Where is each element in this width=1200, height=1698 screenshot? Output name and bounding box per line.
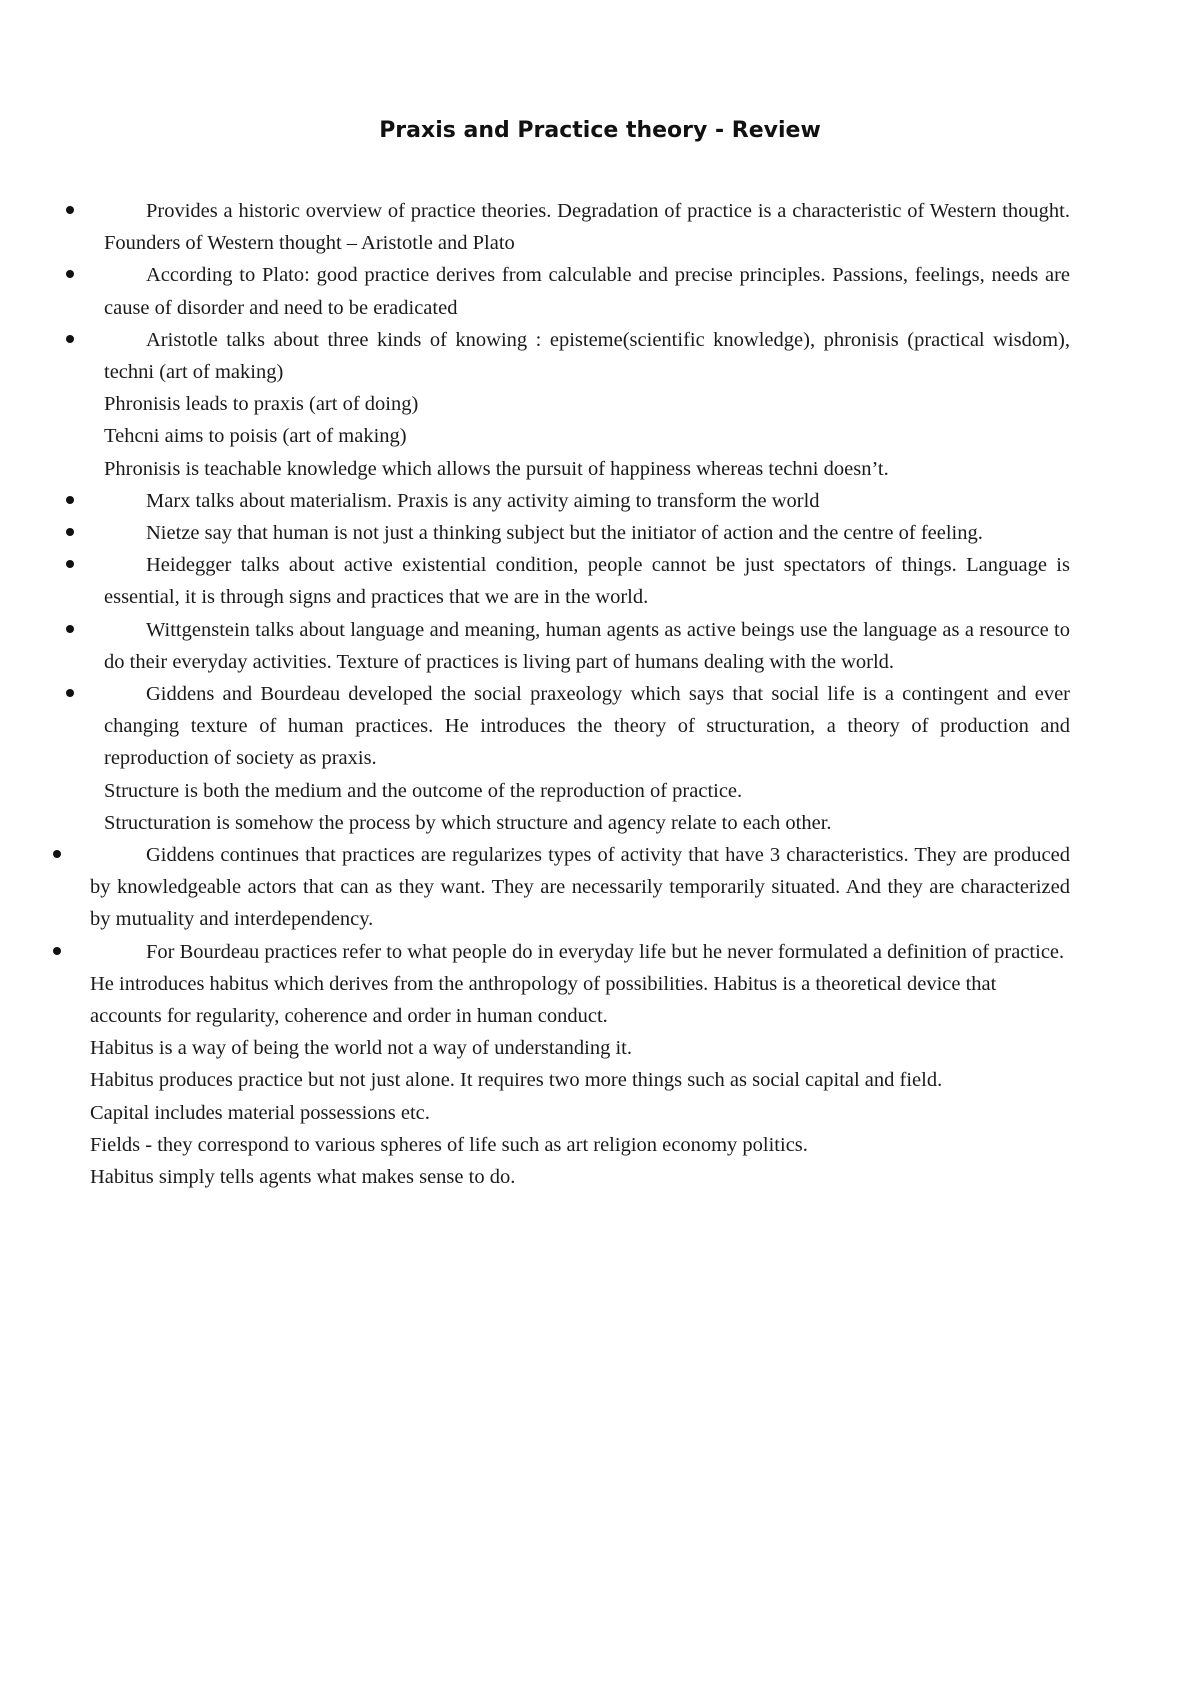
bullet-item <box>60 195 1070 259</box>
sub-line: Structuration is somehow the process by which structure and agency relate to each other. <box>104 811 832 834</box>
bullet-item <box>60 259 1070 323</box>
bullet-item <box>60 678 1070 775</box>
sub-line: Structure is both the medium and the outcome of the reproduction of practice. <box>104 779 743 802</box>
bullet-item <box>60 324 1070 388</box>
sub-line: He introduces habitus which derives from the anthropology of possibilities. Habitus is a theoretical device that accounts for regularity, coherence and order in human conduct. <box>90 972 997 1028</box>
bullet-dot-icon <box>66 625 74 633</box>
bullet-text: Giddens continues that practices are regularizes types of activity that have 3 characteristics. They are produced by knowledgeable actors that can as they want. They are necessarily temporarily situated. And they are characterized by mutuality and interdependency. <box>90 844 1070 931</box>
bullet-dot-icon <box>66 689 74 697</box>
bullet-text: Wittgenstein talks about language and meaning, human agents as active beings use the language as a resource to do their everyday activities. Texture of practices is living part of humans dealing with the world. <box>104 618 1070 673</box>
bullet-list <box>60 195 1070 1193</box>
sub-line: Habitus simply tells agents what makes sense to do. <box>90 1166 516 1189</box>
sub-line: Phronisis leads to praxis (art of doing) <box>104 393 419 416</box>
bullet-item <box>60 936 1070 968</box>
bullet-dot-icon <box>53 850 61 858</box>
bullet-dot-icon <box>66 335 74 343</box>
sub-line: Habitus is a way of being the world not a way of understanding it. <box>90 1037 632 1060</box>
bullet-dot-icon <box>66 496 74 504</box>
bullet-item <box>60 549 1070 613</box>
document-title: Praxis and Practice theory - Review <box>379 118 821 143</box>
bullet-dot-icon <box>66 528 74 536</box>
sub-line: Habitus produces practice but not just alone. It requires two more things such as social capital and field. <box>90 1069 943 1092</box>
sub-line: Tehcni aims to poisis (art of making) <box>104 425 407 448</box>
bullet-text: According to Plato: good practice derives from calculable and precise principles. Passions, feelings, needs are cause of disorder and need to be eradicated <box>104 264 1070 319</box>
bullet-dot-icon <box>66 560 74 568</box>
bullet-item <box>60 614 1070 678</box>
bullet-text: Aristotle talks about three kinds of knowing : episteme(scientific knowledge), phronisis (practical wisdom), techni (art of making) <box>104 328 1070 384</box>
sub-line: Phronisis is teachable knowledge which allows the pursuit of happiness whereas techni doesn’t. <box>104 457 889 480</box>
bullet-text: Giddens and Bourdeau developed the social praxeology which says that social life is a contingent and ever changing texture of human practices. He introduces the theory of structuration, a theory of production and reproduction of society as praxis. <box>104 683 1070 770</box>
bullet-text: Provides a historic overview of practice theories. Degradation of practice is a characteristic of Western thought. Founders of Western thought – Aristotle and Plato <box>104 200 1070 255</box>
bullet-text: Nietze say that human is not just a thinking subject but the initiator of action and the centre of feeling. <box>146 522 983 545</box>
bullet-text: Marx talks about materialism. Praxis is any activity aiming to transform the world <box>146 489 820 512</box>
bullet-text: For Bourdeau practices refer to what people do in everyday life but he never formulated a definition of practice. <box>146 940 1065 963</box>
bullet-item <box>60 517 1070 549</box>
bullet-item <box>60 485 1070 517</box>
bullet-dot-icon <box>53 947 61 955</box>
bullet-dot-icon <box>66 270 74 278</box>
bullet-dot-icon <box>66 206 74 214</box>
sub-line: Fields - they correspond to various spheres of life such as art religion economy politics. <box>90 1133 808 1156</box>
bullet-item <box>60 839 1070 936</box>
bullet-text: Heidegger talks about active existential condition, people cannot be just spectators of things. Language is essential, it is through signs and practices that we are in the world. <box>104 554 1070 609</box>
sub-line: Capital includes material possessions etc. <box>90 1101 430 1124</box>
